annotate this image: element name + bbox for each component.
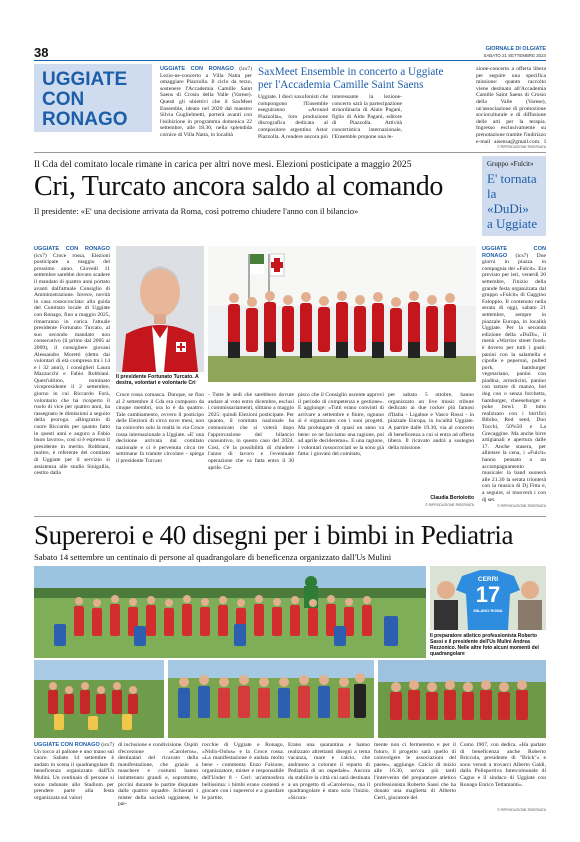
- sax-col-1-text: (ics7) Lezio-ne-concerto a Villa Natta per omaggiare Piazzolla. Il ciclo da terzo, sostenere l'Accademia Camille Saint Saens di Crosio della Valle (Varese). Questi gli obiettivi che il SaxMeet Ensemble, ideato nel 2020 dal maestro Silvia Guglielmetti, porterà avanti con l'esibizione in programma domenica 22 settembre, alle 18.30, nella splendida cornice di Villa Natta, in località: [160, 66, 252, 138]
- group-photo: [208, 246, 476, 382]
- main-signature: Claudia Bortolotto: [430, 495, 474, 501]
- sax-col-4: zione-concerto a offerta libera per seguire una specifica missione: quanto raccolto viene destinato all'Accademia Camille Saint Saens di Crosio della Valle (Varese), un'associazione di promozione socioculturale e di diffusione delle arti per la terapia. Ingresso esclusivamente su prenotazione tramite l'indirizzo e-mail aisensa@gmail.com. I: [476, 66, 546, 145]
- shirt-photo: [430, 566, 546, 630]
- shirt-caption: Il preparatore atletico professionista Roberto Sassi e il presidente dell'Us Mulini Andrea Rezzonico. Nelle altre foto alcuni momenti del quadrangolare: [430, 633, 539, 657]
- section-line-3: RONAGO: [42, 109, 128, 130]
- bottom-title: Supereroi e 40 disegni per i bimbi in Pediatria: [34, 520, 514, 550]
- shirt-number: 17: [475, 582, 501, 607]
- sax-col-3: interessante la lezione-concerto sarà la partecipazione straordinaria di Alain Pagani, figlio di Aldo Pagani, editore di Piazzolla. Attività concertistica internazionale, l'Ensemble propone una le-: [332, 94, 402, 140]
- sax-col-1: [160, 66, 252, 142]
- side-body-text: (ics7) Due giorni in piazza in compagnia dei «Fulcit». Era previsto per ieri, venerdì 20 settembre, l'inizio della grande festa organizzata dal gruppo «Fulcit» di Gaggino Faloppio. Il contenuto nella serata di oggi, sabato 21 settembre, sempre in piazzale Europa, in località Uggiate. Per la seconda edizione della «DuDi», il menù «Warrior street food» è dovero per tutti i gusti: panini con la salamella e cipolle e peperoni, pulled pork, hamburger vegetariano, panini con piadina, arrosticini, panino con tartare di manzo, hot dog con o senza forchetta, hamburger, cheeseburger e poke bowl. Il tutto realizzato con i birrifici Bibibo, Red seed, Duo Tocchi, 50%50 e La Grecaggine. Ma anche birre artigianali e apertura dalle 17. Anche stasera, per allietare la cena, i «Fulcit» hanno pensato a un accompagnamento musicale: la band suonerà alle 21.30 la serata trionterà con la musica di Dj Fitta e, a seguire, si muoverà i con dj set.: [482, 252, 546, 502]
- section-line-2: CON: [42, 89, 85, 110]
- sax-title-2: per l'Accademia Camille Saint Saens: [258, 78, 424, 91]
- issue-date: SABATO 21 SETTEMBRE 2024: [483, 53, 546, 58]
- bottom-col-5: mente non ci fermeremo e per il futuro, il progetto sarà quello di coinvolgere le associazioni del paese», aggiunge. Calcio di inizio alle 16.30, un'ora più tardi l'intervento del preparatore atletico professionista Roberto Sassi che ha donato una maglietta di Alberto Cerri, giocatore del: [374, 742, 456, 801]
- bottom-col-6: Como 1907, con dedica. «Ha parlato di beneficenza anche Roberto Briccola, presidente di "Brick"» e sono venuti a trovarci Alberto Galdi, dalla Polisportiva Intercomunale di Cagno e il sindaco di Uggiate con Ronago Enrico Tettamanti».: [460, 742, 546, 788]
- bottom-col-4: Erano una quarantina e hanno realizzato altrettanti disegni a tema vacanza, mare e calcio, che andranno a colorare il reparto di Pediatria di un ospedale». Ancora da stabilire la città cui sarà destinata a un progetto di «Caroleros», ma il quadrangolare è stato solo l'inizio. «Sicura-: [288, 742, 370, 801]
- team-photo-mixed: [168, 660, 374, 738]
- portrait-caption: Il presidente Fortunato Turcato. A destra, volontari e volontarie Cri: [116, 374, 199, 386]
- sax-title-1: SaxMeet Ensemble in concerto a Uggiate: [258, 66, 444, 78]
- page-number: 38: [34, 45, 49, 60]
- bottom-col-1: [34, 742, 114, 814]
- sax-lead: UGGIATE CON RONAGO: [160, 66, 234, 72]
- team-photo-adults: [378, 660, 546, 738]
- side-body: [482, 246, 546, 502]
- sax-col-3b: [406, 94, 472, 144]
- side-box: [482, 156, 546, 236]
- sax-credit: © RIPRODUZIONE RISERVATA: [497, 145, 546, 149]
- main-col-1-text: (ics7) Croce rossa, Elezioni posticipate a maggio del prossimo anno. Giovedì 11 settembre sarebbe dovuto scadere il mandato di quattro anni portato avanti dall'attuale Consiglio di Amministrazione. Invece, novità in casa rossocrociata: alla guida del Comitato locale di Uggiate con Ronago, fino a maggio 2025, rimarranno in carica l'attuale presidente Fortunato Turcato, al suo secondo mandato non consecutivo (il primo dal 2005 al 2009), il consigliere giovani Alessandro Moretti (detto dai volontari di età compresa tra i 14 e i 32 anni), i consiglieri Laura Mazzucchi e Fabio Robbiani. Quest'ultimo, nominato vicepresidente il 2 settembre, giorno in cui Riccardo Forà, volontario che ha ricoperto il ruolo di vice per quattro anni, ha rassegnato le dimissioni a seguito della proroga. «Ringrazio di cuore Riccardo per quanto fatto in questi anni e auguro a Fabio buon lavoro», così si è espresso il presidente in merito. Robbiani, inoltre, è referente del comitato di Uggiate per il servizio si assistenza alle studio Sinigallia, cestito dalla: [34, 252, 110, 477]
- main-credit: © RIPRODUZIONE RISERVATA: [425, 503, 474, 507]
- side-lead: UGGIATE CON RONAGO: [482, 246, 546, 259]
- sax-col-2: Uggiate. I dieci saxofonisti che compongono l'Ensemble eseguiranno «Around Piazzolla», loro produzione discografica dedicata al compositore argentino Astor Piazzolla. A rendere ancora più: [258, 94, 328, 140]
- divider-1: [34, 152, 546, 153]
- bottom-subtitle: Sabato 14 settembre un centinaio di persone al quadrangolare di beneficenza organizzato dall'Us Mulini: [34, 552, 392, 562]
- bottom-credit: © RIPRODUZIONE RISERVATA: [497, 808, 546, 812]
- bottom-lead: UGGIATE CON RONAGO: [34, 742, 100, 748]
- side-kicker: Gruppo «Fulcit»: [487, 160, 534, 168]
- team-photo-large: [34, 566, 426, 658]
- main-kicker: Il Cda del comitato locale rimane in carica per altri nove mesi. Elezioni posticipate a maggio 2025: [34, 159, 412, 170]
- main-lead: UGGIATE CON RONAGO: [34, 246, 110, 252]
- portrait-photo: [116, 246, 204, 372]
- main-col-5: per sabato 5 ottobre, hanno organizzato un live music tribute dedicato ai due rocker più famosi d'Italia - Ligabue e Vasco Rossi - in piazzale Europa, in località Uggiate. A partire dalle 19.30, via al concerto di beneficenza a cui si entra ad offerta libera. Il ricavato andrà a sostegno della missione.: [388, 392, 474, 451]
- main-col-3: - Tutte le sedi che sarebbero dovute andare al voto entro dicembre, esclusi i commissariamenti, slittano a maggio 2025: quindi Elezioni posticipate. Per quanto, il comitato nazionale ha comunicato che si voterà dopo l'approvazione del bilancio consuntivo, in questo caso del 2024. Così, c'è la possibilità di chiudere l'anno di lavoro e l'eventuale operazione che va fatta entro il 30 aprile. Ca-: [208, 392, 294, 471]
- divider-2: [34, 516, 546, 517]
- sax-title: [258, 66, 474, 91]
- shirt-name: CERRI: [477, 576, 499, 583]
- main-col-1: [34, 246, 110, 516]
- main-subtitle: Il presidente: «E' una decisione arrivata da Roma, così potremo chiudere l'anno con il bilancio»: [34, 206, 359, 216]
- main-col-4: pisco che il Consiglio uscente approvi il periodo di competenza e gestione». E aggiunge: «Tutti erano convinti di arrivare a settembre e finire, ognuno si è organizzato con i suoi progetti. Ma prolungare di quasi un anno va bene: ce ne facciamo una ragione, poi ad aprile decideremo». E una ragione, i volontari rossocrociati se la sono già fatta: i giovani del comitato,: [298, 392, 384, 458]
- section-line-1: UGGIATE: [42, 69, 128, 90]
- main-col-2: Croce rossa comasca. Dunque, se fino al 2 settembre il Cda era composto da cinque membri, ora lo è da quattro. Tale cambiamento, ovvero il posticipo delle Elezioni di circa nove mesi, non ha coinvolto solo la realtà in via Croce rossa internazionale a Uggiate. «E' una decisione arrivata dal comitato nazionale e ci è pervenuta circa tre settimane fa tramite circolare - spiega il presidente Turcato: [116, 392, 204, 464]
- bottom-col-2: di inclusione e condivisione. Ospiti d'eccezione «Caroleros», destinatari del ricavato della manifestazione, che grazie a maschere e costumi hanno intrattenuto grandi e, soprattutto, piccini durante le partite disputate dalle quattro squadre. Schierati i mister della società uggiatese, le par-: [118, 742, 198, 808]
- side-credit: © RIPRODUZIONE RISERVATA: [497, 504, 546, 508]
- bottom-col-3: rocchie di Uggiate e Ronago, «Nidix-Onlus» e la Croce rossa. «La manifestazione è andata molto bene - commenta Enzo Falzone, organizzatore, mister e responsabile dell'Under 8 - Ceri: un'atmosfera bellissima: i bimbi erano contenti e giocare con i supereroi e a guardare le partite.: [202, 742, 284, 801]
- main-title: Cri, Turcato ancora saldo al comando: [34, 171, 444, 202]
- side-title-3: a Uggiate: [487, 216, 538, 231]
- side-title-1: E' tornata: [487, 171, 537, 186]
- team-photo-kids: [34, 660, 164, 738]
- shirt-sponsor: MILANO ROMA: [473, 608, 503, 613]
- bottom-col-1-text: (ics7) Un tocco al pallone e uno mano sul cuore. Sabato 14 settembre è andato in scena il quadrangolare di beneficenza organizzato dall'Us Mulini. Un centinaio di persone si sono radunate allo Stadium per prendere parte alla festa organizzata sui valori: [34, 742, 114, 801]
- newspaper-name: GIORNALE DI OLGIATE: [485, 46, 546, 52]
- header-rule: [34, 60, 546, 61]
- side-title-2: la «DuDi»: [487, 186, 529, 216]
- section-box: [34, 64, 152, 132]
